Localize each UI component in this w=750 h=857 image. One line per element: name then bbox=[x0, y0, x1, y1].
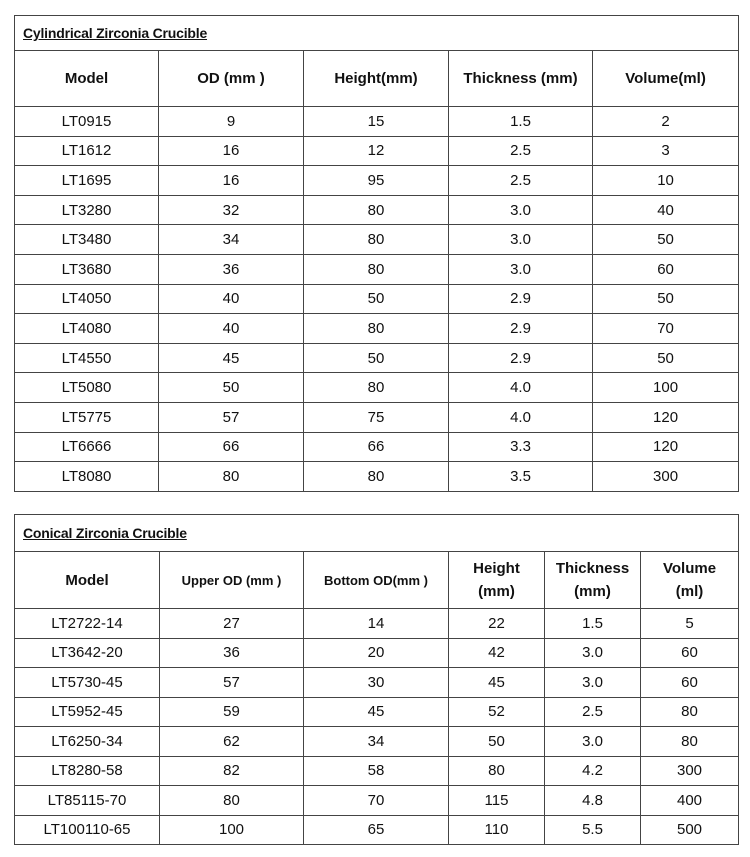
cell-height: 75 bbox=[304, 402, 449, 432]
cell-upper-od: 80 bbox=[160, 786, 304, 816]
cell-thickness: 2.5 bbox=[545, 697, 641, 727]
cell-volume: 80 bbox=[641, 697, 739, 727]
cell-model: LT1695 bbox=[15, 166, 159, 196]
cell-volume: 3 bbox=[593, 136, 739, 166]
cell-od: 34 bbox=[159, 225, 304, 255]
cell-volume: 60 bbox=[641, 668, 739, 698]
cell-od: 80 bbox=[159, 462, 304, 492]
cell-model: LT5080 bbox=[15, 373, 159, 403]
cell-od: 50 bbox=[159, 373, 304, 403]
cell-upper-od: 59 bbox=[160, 697, 304, 727]
cell-thickness: 2.5 bbox=[449, 166, 593, 196]
header-volume: Volume(ml) bbox=[593, 51, 739, 107]
header-volume: Volume (ml) bbox=[641, 552, 739, 609]
table-row bbox=[15, 786, 739, 816]
table-row bbox=[15, 432, 739, 462]
cell-height: 66 bbox=[304, 432, 449, 462]
cell-height: 80 bbox=[304, 225, 449, 255]
cell-thickness: 2.9 bbox=[449, 314, 593, 344]
table-row bbox=[15, 638, 739, 668]
table-row bbox=[15, 697, 739, 727]
cell-thickness: 2.9 bbox=[449, 284, 593, 314]
cell-upper-od: 82 bbox=[160, 756, 304, 786]
cell-od: 57 bbox=[159, 402, 304, 432]
cell-height: 50 bbox=[304, 284, 449, 314]
cell-height: 15 bbox=[304, 107, 449, 137]
cell-upper-od: 27 bbox=[160, 609, 304, 639]
cell-height: 42 bbox=[449, 638, 545, 668]
cell-height: 50 bbox=[304, 343, 449, 373]
table-row bbox=[15, 107, 739, 137]
cell-volume: 5 bbox=[641, 609, 739, 639]
cell-thickness: 4.8 bbox=[545, 786, 641, 816]
cell-bottom-od: 45 bbox=[304, 697, 449, 727]
header-height: Height(mm) bbox=[304, 51, 449, 107]
cell-model: LT3680 bbox=[15, 254, 159, 284]
header-od: OD (mm ) bbox=[159, 51, 304, 107]
cell-volume: 70 bbox=[593, 314, 739, 344]
cell-volume: 300 bbox=[593, 462, 739, 492]
table-row bbox=[15, 609, 739, 639]
cell-model: LT1612 bbox=[15, 136, 159, 166]
cell-upper-od: 57 bbox=[160, 668, 304, 698]
cell-model: LT3480 bbox=[15, 225, 159, 255]
cell-volume: 120 bbox=[593, 402, 739, 432]
cell-model: LT4550 bbox=[15, 343, 159, 373]
table-row bbox=[15, 195, 739, 225]
cell-volume: 60 bbox=[593, 254, 739, 284]
cell-thickness: 1.5 bbox=[545, 609, 641, 639]
cell-thickness: 3.0 bbox=[449, 254, 593, 284]
cell-thickness: 3.5 bbox=[449, 462, 593, 492]
cell-bottom-od: 70 bbox=[304, 786, 449, 816]
table-row bbox=[15, 166, 739, 196]
table-row bbox=[15, 314, 739, 344]
cell-upper-od: 100 bbox=[160, 815, 304, 845]
cell-thickness: 3.0 bbox=[545, 668, 641, 698]
cell-volume: 120 bbox=[593, 432, 739, 462]
table-row bbox=[15, 373, 739, 403]
cell-model: LT5952-45 bbox=[15, 697, 160, 727]
cell-bottom-od: 34 bbox=[304, 727, 449, 757]
table-row bbox=[15, 756, 739, 786]
cylindrical-crucible-table bbox=[14, 15, 739, 492]
cell-height: 22 bbox=[449, 609, 545, 639]
table-row bbox=[15, 136, 739, 166]
cell-od: 66 bbox=[159, 432, 304, 462]
cell-od: 16 bbox=[159, 166, 304, 196]
table-row bbox=[15, 402, 739, 432]
cell-od: 45 bbox=[159, 343, 304, 373]
cell-od: 32 bbox=[159, 195, 304, 225]
cell-upper-od: 36 bbox=[160, 638, 304, 668]
conical-header-row bbox=[15, 552, 739, 609]
cell-thickness: 3.0 bbox=[449, 195, 593, 225]
cell-model: LT2722-14 bbox=[15, 609, 160, 639]
cell-model: LT4050 bbox=[15, 284, 159, 314]
cell-thickness: 3.0 bbox=[545, 638, 641, 668]
cell-volume: 50 bbox=[593, 284, 739, 314]
cell-bottom-od: 14 bbox=[304, 609, 449, 639]
cell-model: LT6250-34 bbox=[15, 727, 160, 757]
cylindrical-header-row bbox=[15, 51, 739, 107]
table-row bbox=[15, 462, 739, 492]
cell-thickness: 3.3 bbox=[449, 432, 593, 462]
cylindrical-table-title: Cylindrical Zirconia Crucible bbox=[15, 16, 739, 51]
cell-height: 80 bbox=[304, 314, 449, 344]
cell-height: 45 bbox=[449, 668, 545, 698]
table-row bbox=[15, 815, 739, 845]
header-model: Model bbox=[15, 552, 160, 609]
cell-height: 80 bbox=[449, 756, 545, 786]
cell-model: LT100110-65 bbox=[15, 815, 160, 845]
cell-od: 16 bbox=[159, 136, 304, 166]
table-row bbox=[15, 343, 739, 373]
conical-table-title: Conical Zirconia Crucible bbox=[15, 515, 739, 552]
cell-thickness: 3.0 bbox=[545, 727, 641, 757]
cell-model: LT6666 bbox=[15, 432, 159, 462]
cell-volume: 40 bbox=[593, 195, 739, 225]
table-row bbox=[15, 225, 739, 255]
header-height: Height (mm) bbox=[449, 552, 545, 609]
cell-thickness: 4.0 bbox=[449, 373, 593, 403]
table-row bbox=[15, 254, 739, 284]
cell-od: 40 bbox=[159, 284, 304, 314]
header-model: Model bbox=[15, 51, 159, 107]
cell-od: 40 bbox=[159, 314, 304, 344]
cell-bottom-od: 20 bbox=[304, 638, 449, 668]
cell-volume: 500 bbox=[641, 815, 739, 845]
cell-thickness: 2.5 bbox=[449, 136, 593, 166]
cell-height: 50 bbox=[449, 727, 545, 757]
cell-od: 9 bbox=[159, 107, 304, 137]
table-row bbox=[15, 284, 739, 314]
table-row bbox=[15, 668, 739, 698]
cell-volume: 50 bbox=[593, 343, 739, 373]
cell-volume: 60 bbox=[641, 638, 739, 668]
cell-volume: 80 bbox=[641, 727, 739, 757]
cell-height: 80 bbox=[304, 462, 449, 492]
cell-model: LT8280-58 bbox=[15, 756, 160, 786]
cell-thickness: 1.5 bbox=[449, 107, 593, 137]
header-thickness: Thickness (mm) bbox=[545, 552, 641, 609]
cell-od: 36 bbox=[159, 254, 304, 284]
cell-height: 110 bbox=[449, 815, 545, 845]
cell-model: LT8080 bbox=[15, 462, 159, 492]
cell-model: LT4080 bbox=[15, 314, 159, 344]
cell-height: 80 bbox=[304, 254, 449, 284]
cell-upper-od: 62 bbox=[160, 727, 304, 757]
cell-height: 12 bbox=[304, 136, 449, 166]
header-upper-od: Upper OD (mm ) bbox=[160, 552, 304, 609]
cell-bottom-od: 30 bbox=[304, 668, 449, 698]
cell-bottom-od: 58 bbox=[304, 756, 449, 786]
cell-thickness: 4.0 bbox=[449, 402, 593, 432]
cell-bottom-od: 65 bbox=[304, 815, 449, 845]
cell-model: LT5775 bbox=[15, 402, 159, 432]
cell-model: LT85115-70 bbox=[15, 786, 160, 816]
cell-height: 115 bbox=[449, 786, 545, 816]
cell-volume: 10 bbox=[593, 166, 739, 196]
cell-model: LT3280 bbox=[15, 195, 159, 225]
cell-thickness: 5.5 bbox=[545, 815, 641, 845]
cell-height: 95 bbox=[304, 166, 449, 196]
cell-thickness: 4.2 bbox=[545, 756, 641, 786]
cell-height: 80 bbox=[304, 195, 449, 225]
header-bottom-od: Bottom OD(mm ) bbox=[304, 552, 449, 609]
cell-volume: 2 bbox=[593, 107, 739, 137]
cell-height: 80 bbox=[304, 373, 449, 403]
cell-volume: 400 bbox=[641, 786, 739, 816]
cell-model: LT0915 bbox=[15, 107, 159, 137]
cell-height: 52 bbox=[449, 697, 545, 727]
cell-model: LT3642-20 bbox=[15, 638, 160, 668]
cell-volume: 50 bbox=[593, 225, 739, 255]
cell-model: LT5730-45 bbox=[15, 668, 160, 698]
cell-thickness: 3.0 bbox=[449, 225, 593, 255]
cell-thickness: 2.9 bbox=[449, 343, 593, 373]
cell-volume: 300 bbox=[641, 756, 739, 786]
cell-volume: 100 bbox=[593, 373, 739, 403]
header-thickness: Thickness (mm) bbox=[449, 51, 593, 107]
conical-crucible-table bbox=[14, 514, 739, 845]
table-row bbox=[15, 727, 739, 757]
